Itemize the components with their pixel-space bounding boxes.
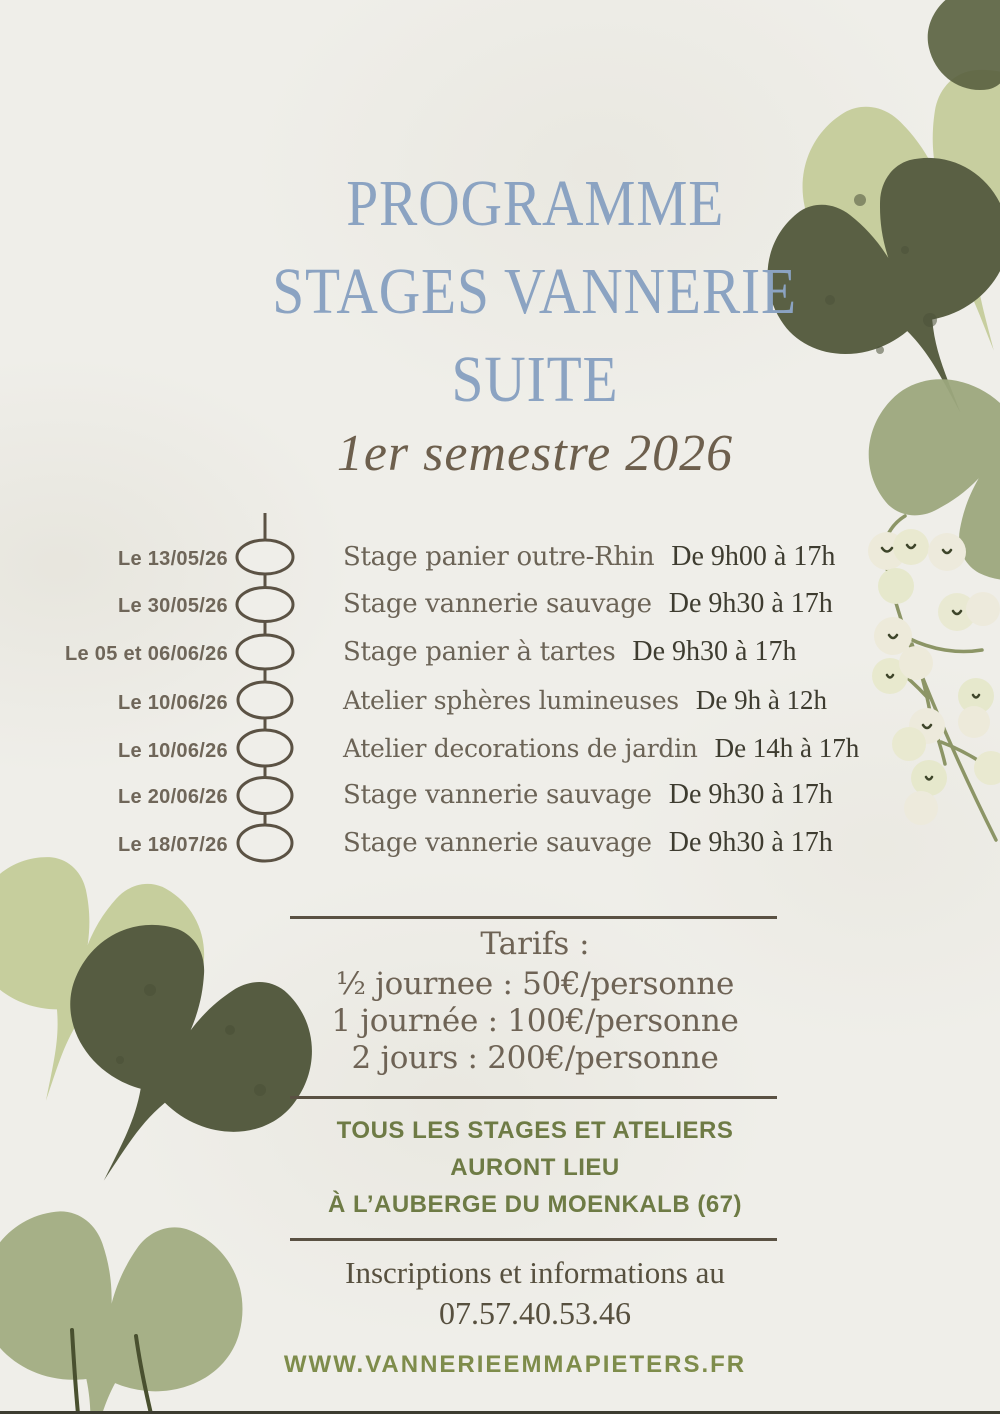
workshop-date: Le 10/06/26: [117, 740, 228, 762]
workshop-name: Stage vannerie sauvage: [343, 828, 652, 858]
workshop-date: Le 20/06/26: [117, 786, 228, 808]
workshop-name: Stage panier outre-Rhin: [343, 542, 655, 572]
workshop-time: De 9h30 à 17h: [668, 588, 833, 619]
tarifs-section: [70, 922, 1000, 1077]
schedule-row: [0, 823, 1000, 865]
schedule-row: [0, 632, 1000, 674]
schedule-row: [0, 775, 1000, 817]
title-line: SUITE: [451, 343, 619, 416]
workshop-time: De 9h00 à 17h: [671, 541, 836, 572]
title-line: PROGRAMME: [346, 167, 724, 240]
schedule-row: [0, 728, 1000, 771]
tarif-line: ½ journee : 50€/personne: [335, 966, 735, 1002]
tarifs-heading: Tarifs :: [480, 926, 590, 962]
workshop-time: De 9h30 à 17h: [668, 779, 833, 810]
phone-number: 07.57.40.53.46: [439, 1295, 631, 1331]
contact-info: Inscriptions et informations au: [345, 1255, 725, 1290]
tarif-line: 2 jours : 200€/personne: [351, 1040, 719, 1076]
semester-subtitle: 1er semestre 2026: [336, 425, 734, 482]
divider-line: [290, 916, 777, 919]
workshop-name: Atelier decorations de jardin: [343, 734, 698, 763]
workshop-name: Atelier sphères lumineuses: [343, 686, 679, 715]
divider-line: [290, 1096, 777, 1099]
workshop-time: De 14h à 17h: [714, 733, 860, 763]
location-section: [70, 1112, 1000, 1223]
contact-section: [70, 1252, 1000, 1334]
workshop-name: Stage vannerie sauvage: [343, 589, 652, 619]
schedule-row: [0, 537, 1000, 579]
tarif-line: 1 journée : 100€/personne: [331, 1003, 739, 1039]
workshop-date: Le 05 et 06/06/26: [65, 643, 228, 665]
workshop-time: De 9h à 12h: [695, 685, 828, 715]
workshop-time: De 9h30 à 17h: [632, 636, 797, 667]
workshop-name: Stage vannerie sauvage: [343, 780, 652, 810]
schedule-row: [0, 680, 1000, 723]
location-line: AURONT LIEU: [450, 1154, 620, 1181]
title-line: STAGES VANNERIE: [272, 255, 798, 328]
location-line: TOUS LES STAGES ET ATELIERS: [336, 1117, 734, 1144]
location-line: À L’AUBERGE DU MOENKALB (67): [327, 1191, 743, 1218]
workshop-date: Le 13/05/26: [117, 548, 228, 570]
divider-line: [290, 1238, 777, 1241]
schedule-row: [0, 584, 1000, 626]
workshop-time: De 9h30 à 17h: [668, 827, 833, 858]
workshop-date: Le 30/05/26: [117, 595, 228, 617]
workshop-name: Stage panier à tartes: [343, 637, 616, 667]
workshop-date: Le 18/07/26: [117, 834, 228, 856]
workshop-date: Le 10/06/26: [117, 692, 228, 714]
website-url: WWW.VANNERIEEMMAPIETERS.FR: [283, 1351, 747, 1378]
